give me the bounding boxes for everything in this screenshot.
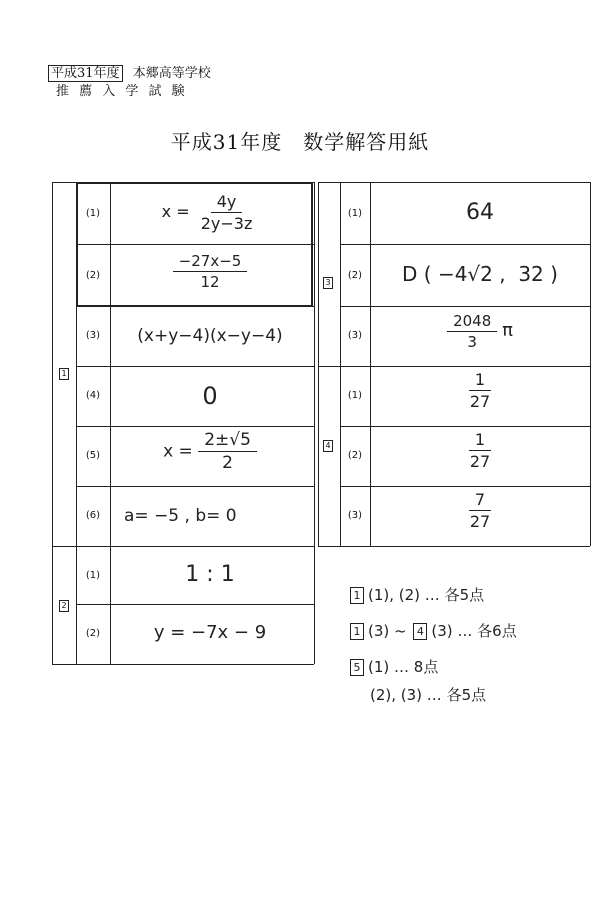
section-box: 1 [350, 623, 364, 640]
answer-3-2: D ( −4√2 , 32 ) [402, 262, 558, 286]
q-label: (3) [85, 330, 101, 341]
answer-2-1: 1 : 1 [185, 562, 235, 587]
q-label: (1) [347, 390, 363, 401]
q-label: (1) [85, 570, 101, 581]
answer-lhs: x = [161, 202, 190, 221]
exam-type: 推 薦 入 学 試 験 [56, 84, 188, 99]
q-label: (2) [85, 628, 101, 639]
year-box: 平成31年度 [48, 65, 123, 82]
q-label: (4) [85, 390, 101, 401]
answer-4-1 [372, 370, 588, 411]
answer-suffix: π [502, 320, 513, 341]
answer-numerator: 1 [469, 430, 491, 451]
answer-numerator: 2±√5 [198, 430, 257, 452]
answer-numerator: −27x−5 [173, 252, 248, 272]
q-label: (2) [347, 270, 363, 281]
answer-1-5 [112, 430, 308, 473]
answer-2-2: y = −7x − 9 [153, 622, 267, 643]
q-label: (6) [85, 510, 101, 521]
answer-1-4: 0 [202, 382, 218, 410]
q-label: (1) [85, 208, 101, 219]
q-label: (5) [85, 450, 101, 461]
answer-denominator: 2 [222, 453, 233, 473]
scoring-text: (3) ~ [368, 622, 407, 640]
answer-denominator: 27 [469, 392, 491, 411]
answer-1-2 [112, 252, 308, 291]
answer-denominator: 27 [469, 452, 491, 471]
answer-3-1: 64 [466, 200, 494, 225]
scoring-line-1 [350, 584, 484, 605]
section-3-marker: 3 [323, 277, 333, 289]
answer-1-3: (x+y−4)(x−y−4) [137, 326, 283, 346]
scoring-line-3 [350, 656, 438, 677]
scoring-text: (3) … 各6点 [431, 622, 517, 640]
section-box: 1 [350, 587, 364, 604]
answer-4-3 [372, 490, 588, 531]
answer-numerator: 4y [211, 192, 243, 213]
q-label: (2) [347, 450, 363, 461]
scoring-line-4: (2), (3) … 各5点 [370, 686, 487, 704]
scoring-line-2 [350, 620, 517, 641]
answer-numerator: 1 [469, 370, 491, 391]
answer-1-1 [112, 192, 308, 233]
scoring-text: (1) … 8点 [368, 658, 439, 676]
section-1-marker: 1 [59, 368, 69, 380]
q-label: (1) [347, 208, 363, 219]
school-name: 本郷高等学校 [132, 66, 211, 81]
section-box: 4 [413, 623, 427, 640]
answer-numerator: 2048 [447, 312, 497, 332]
answer-denominator: 2y−3z [200, 214, 253, 233]
page-title: 平成31年度 数学解答用紙 [170, 130, 430, 154]
section-2-marker: 2 [59, 600, 69, 612]
answer-3-3 [372, 312, 588, 351]
answer-denominator: 3 [467, 333, 477, 351]
answer-denominator: 27 [469, 512, 491, 531]
section-box: 5 [350, 659, 364, 676]
answer-lhs: x = [163, 441, 193, 462]
section-4-marker: 4 [323, 440, 333, 452]
q-label: (3) [347, 330, 363, 341]
q-label: (2) [85, 270, 101, 281]
q-label: (3) [347, 510, 363, 521]
answer-numerator: 7 [469, 490, 491, 511]
answer-1-6: a= −5 , b= 0 [124, 506, 237, 526]
answer-4-2 [372, 430, 588, 471]
header-block [48, 66, 211, 82]
answer-denominator: 12 [200, 273, 220, 291]
scoring-text: (1), (2) … 各5点 [368, 586, 485, 604]
